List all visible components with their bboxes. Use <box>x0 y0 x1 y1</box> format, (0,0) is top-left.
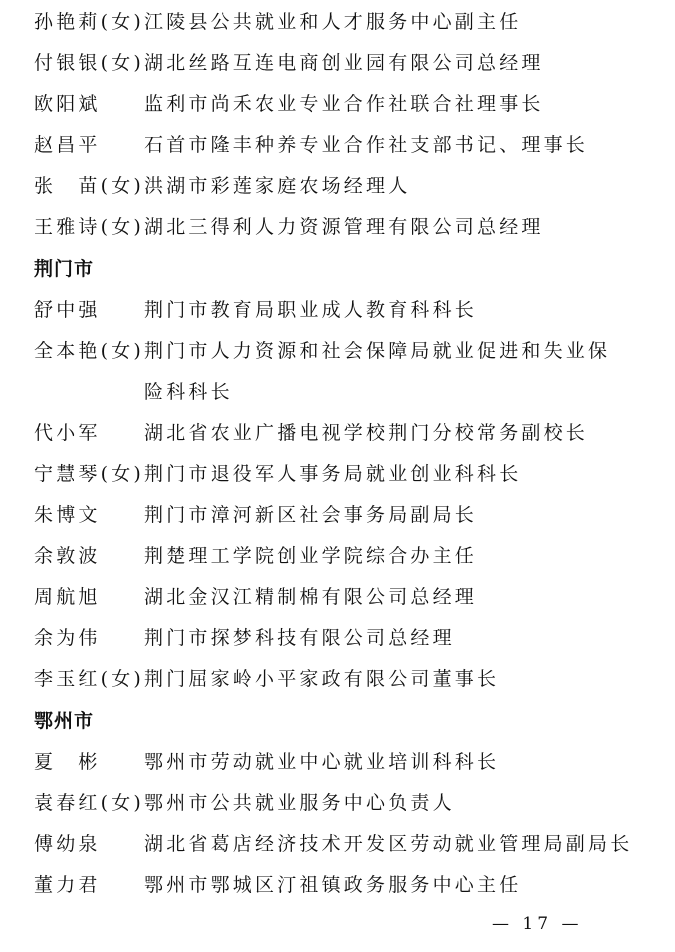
person-name: 付银银(女) <box>34 52 145 74</box>
person-role: 荆门市人力资源和社会保障局就业促进和失业保 <box>144 340 611 362</box>
person-name: 宁慧琴(女) <box>34 463 145 485</box>
person-role: 荆楚理工学院创业学院综合办主任 <box>144 545 478 567</box>
list-item <box>34 623 455 653</box>
list-item <box>34 48 544 78</box>
list-item <box>34 7 521 37</box>
list-item <box>34 418 588 448</box>
person-name: 董力君 <box>34 874 101 896</box>
person-name: 周航旭 <box>34 586 101 608</box>
person-role: 监利市尚禾农业专业合作社联合社理事长 <box>144 93 544 115</box>
person-name: 朱博文 <box>34 504 101 526</box>
list-item <box>34 336 610 366</box>
person-role: 湖北省农业广播电视学校荆门分校常务副校长 <box>144 422 589 444</box>
person-name: 孙艳莉(女) <box>34 11 145 33</box>
person-role: 荆门市漳河新区社会事务局副局长 <box>144 504 478 526</box>
person-name: 赵昌平 <box>34 134 101 156</box>
list-item <box>34 295 477 325</box>
list-item <box>34 582 477 612</box>
person-name: 全本艳(女) <box>34 340 145 362</box>
person-role: 鄂州市鄂城区汀祖镇政务服务中心主任 <box>144 874 522 896</box>
list-item <box>34 130 588 160</box>
list-item <box>34 459 521 489</box>
list-item <box>34 747 499 777</box>
list-item <box>34 664 499 694</box>
list-item <box>34 870 521 900</box>
list-item <box>34 541 477 571</box>
role-continuation: 险科科长 <box>144 381 233 403</box>
list-item <box>34 212 544 242</box>
person-role: 湖北省葛店经济技术开发区劳动就业管理局副局长 <box>144 833 633 855</box>
list-item <box>34 829 632 859</box>
person-name: 余敦波 <box>34 545 101 567</box>
person-name: 代小军 <box>34 422 101 444</box>
person-name: 张 苗(女) <box>34 175 145 197</box>
person-role: 江陵县公共就业和人才服务中心副主任 <box>144 11 522 33</box>
person-role: 洪湖市彩莲家庭农场经理人 <box>144 175 411 197</box>
person-role: 荆门市退役军人事务局就业创业科科长 <box>144 463 522 485</box>
person-name: 余为伟 <box>34 627 101 649</box>
list-item <box>34 89 544 119</box>
section-heading-jingmen: 荆门市 <box>34 258 95 280</box>
person-name: 傅幼泉 <box>34 833 101 855</box>
person-name: 欧阳斌 <box>34 93 101 115</box>
person-role: 湖北丝路互连电商创业园有限公司总经理 <box>144 52 544 74</box>
person-role: 鄂州市劳动就业中心就业培训科科长 <box>144 751 500 773</box>
person-name: 王雅诗(女) <box>34 216 145 238</box>
section-heading-ezhou: 鄂州市 <box>34 710 95 732</box>
person-role: 荆门屈家岭小平家政有限公司董事长 <box>144 668 500 690</box>
person-name: 李玉红(女) <box>34 668 145 690</box>
person-role: 石首市隆丰种养专业合作社支部书记、理事长 <box>144 134 589 156</box>
person-role: 荆门市探梦科技有限公司总经理 <box>144 627 455 649</box>
person-name: 袁春红(女) <box>34 792 145 814</box>
person-name: 舒中强 <box>34 299 101 321</box>
person-role: 湖北三得利人力资源管理有限公司总经理 <box>144 216 544 238</box>
list-item <box>34 788 455 818</box>
page-number: — 17 — <box>492 914 583 934</box>
person-role: 湖北金汉江精制棉有限公司总经理 <box>144 586 478 608</box>
list-item <box>34 500 477 530</box>
person-role: 鄂州市公共就业服务中心负责人 <box>144 792 455 814</box>
person-name: 夏 彬 <box>34 751 101 773</box>
list-item <box>34 171 410 201</box>
person-role: 荆门市教育局职业成人教育科科长 <box>144 299 478 321</box>
